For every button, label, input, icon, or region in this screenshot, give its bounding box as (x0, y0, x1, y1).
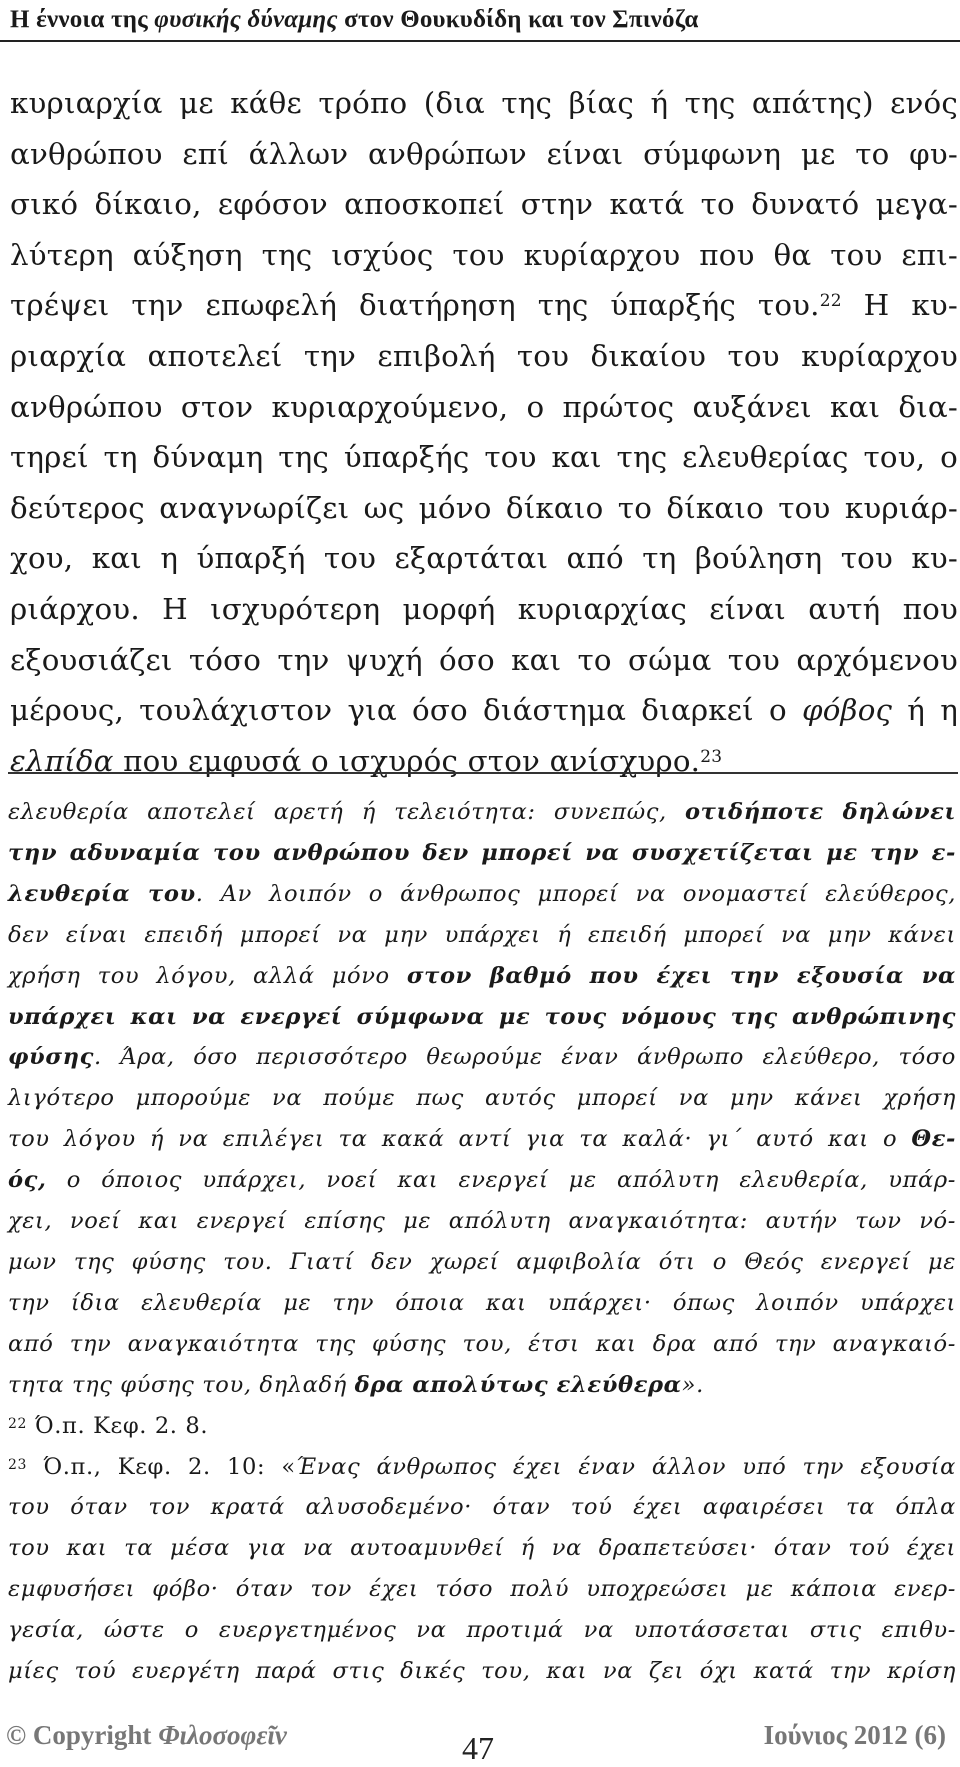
text-line: μέρους, τουλάχιστον για όσο διάστημα διαρκεί ο φόβος ή η (10, 693, 958, 728)
text-line: ανθρώπου στον κυριαρχούμενο, ο πρώτος αυξάνει και δια- (10, 389, 958, 424)
note-line: από την αναγκαιότητα της φύσης του, έτσι και δρα από την αναγκαιό- (8, 1330, 956, 1357)
note-line: λιγότερο μπορούμε να πούμε πως αυτός μπορεί να μην κάνει χρήση (8, 1085, 956, 1112)
note-line: την ίδια ελευθερία με την όποια και υπάρχει· όπως λοιπόν υπάρχει (8, 1289, 956, 1316)
text-line: χου, και η ύπαρξή του εξαρτάται από τη βούληση του κυ- (10, 541, 958, 576)
text-line: εξουσιάζει τόσο την ψυχή όσο και το σώμα του αρχόμενου (10, 642, 958, 677)
note-line: την αδυναμία του ανθρώπου δεν μπορεί να συσχετίζεται με την ε- (8, 839, 956, 866)
text-line: τηρεί τη δύναμη της ύπαρξής του και της ελευθερίας του, ο (10, 440, 958, 475)
text-line: κυριαρχία με κάθε τρόπο (δια της βίας ή της απάτης) ενός (10, 86, 958, 120)
note-line: φύσης. Άρα, όσο περισσότερο θεωρούμε έναν άνθρωπο ελεύθερο, τόσο (8, 1044, 956, 1071)
main-paragraph (10, 78, 958, 786)
running-header (0, 0, 960, 42)
note-line: χρήση του λόγου, αλλά μόνο στον βαθμό που έχει την εξουσία να (8, 962, 957, 989)
note-line: του λόγου ή να επιλέγει τα κακά αντί για τα καλά· γι΄ αυτό και ο Θε- (8, 1126, 956, 1153)
header-title-italic: φυσικής δύναμης (154, 6, 338, 33)
footnote-number: 23 (8, 1456, 28, 1473)
footnote-divider (8, 772, 958, 774)
text-line: δεύτερος αναγνωρίζει ως μόνο δίκαιο το δίκαιο του κυριάρ- (10, 490, 958, 525)
text-line: ελπίδα που εμφυσά ο ισχυρός στον ανίσχυρο.$^{23}$ (10, 743, 723, 778)
header-title-part: στον Θουκυδίδη και τον Σπινόζα (337, 6, 699, 33)
note-line: του όταν τον κρατά αλυσοδεμένο· όταν τού έχει αφαιρέσει τα όπλα (8, 1494, 956, 1521)
text-line: ανθρώπου επί άλλων ανθρώπων είναι σύμφωνη με το φυ- (10, 136, 958, 171)
page-number: 47 (462, 1730, 494, 1766)
text-line: λύτερη αύξηση της ισχύος του κυρίαρχου που θα του επι- (10, 237, 958, 272)
header-title-part: Η έννοια της (10, 6, 155, 33)
note-line: λευθερία του. Αν λοιπόν ο άνθρωπος μπορεί να ονομαστεί ελεύθερος, (8, 880, 956, 907)
footnote-ref-23[interactable]: 23 (700, 746, 723, 767)
page-footer (0, 1708, 960, 1766)
note-line: χει, νοεί και ενεργεί επίσης με απόλυτη αναγκαιότητα: αυτήν των νό- (8, 1208, 956, 1235)
note-line: εμφυσήσει φόβο· όταν τον έχει τόσο πολύ υποχρεώσει με κάποια ενερ- (8, 1576, 956, 1603)
note-line: μων της φύσης του. Γιατί δεν χωρεί αμφιβολία ότι ο Θεός ενεργεί με (8, 1248, 956, 1275)
text-line: ριαρχία αποτελεί την επιβολή του δικαίου του κυρίαρχου (10, 338, 958, 373)
footnote-ref-22[interactable]: 22 (819, 291, 842, 312)
note-line: γεσία, ώστε ο ευεργετημένος να προτιμά να υποτάσσεται στις επιθυ- (8, 1617, 956, 1644)
note-line: ός, ο όποιος υπάρχει, νοεί και ενεργεί με απόλυτη ελευθερία, υπάρ- (8, 1167, 956, 1194)
note-line: τητα της φύσης του, δηλαδή δρα απολύτως ελεύθερα». (8, 1371, 704, 1398)
note-line: ελευθερία αποτελεί αρετή ή τελειότητα: συνεπώς, οτιδήποτε δηλώνει (8, 799, 956, 825)
footnote-22: $^{22}$ Ό.π. Κεφ. 2. 8. (8, 1412, 209, 1439)
text-line: ριάρχου. Η ισχυρότερη μορφή κυριαρχίας είναι αυτή που (10, 591, 958, 626)
footnote-23: $^{23}$ Ό.π., Κεφ. 2. 10: «Ένας άνθρωπος έχει έναν άλλον υπό την εξουσία (8, 1453, 956, 1480)
text-line: τρέψει την επωφελή διατήρηση της ύπαρξής του.$^{22}$ Η κυ- (10, 288, 958, 323)
note-line: δεν είναι επειδή μπορεί να μην υπάρχει ή επειδή μπορεί να μην κάνει (8, 921, 956, 948)
note-line: μίες τού ευεργέτη παρά στις δικές του, και να ζει όχι κατά την κρίση (8, 1658, 956, 1685)
issue-label: Ιούνιος 2012 (6) (763, 1720, 946, 1750)
text-line: σικό δίκαιο, εφόσον αποσκοπεί στην κατά το δυνατό μεγα- (10, 187, 958, 222)
footnote-number: 22 (8, 1415, 28, 1432)
footnotes (8, 792, 956, 1692)
note-line: υπάρχει και να ενεργεί σύμφωνα με τους νόμους της ανθρώπινης (8, 1003, 956, 1030)
note-line: του και τα μέσα για να αυτοαμυνθεί ή να δραπετεύσει· όταν τού έχει (8, 1535, 956, 1562)
copyright-notice: © Copyright Φιλοσοφεῖν (6, 1720, 287, 1750)
